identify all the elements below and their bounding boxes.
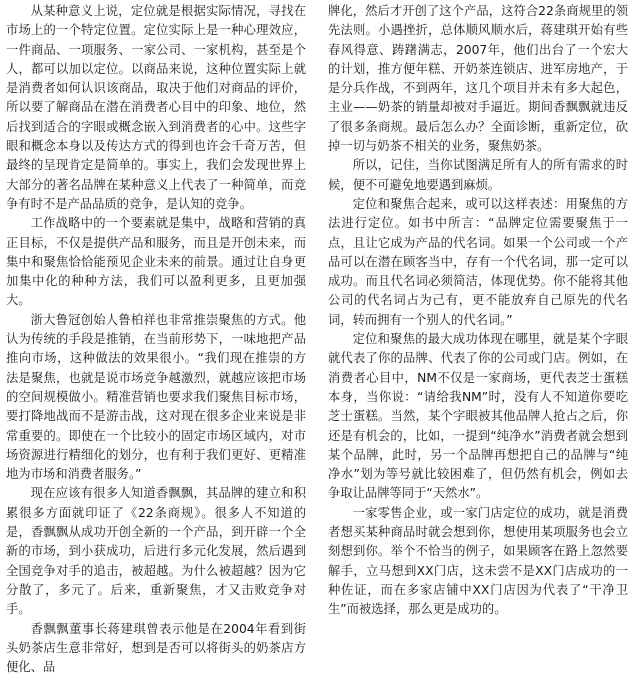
paragraph-retail-success: 一家零售企业，或一家门店定位的成功，就是消费者想买某种商品时就会想到你，想使用某项服务也会立刻想到你。举个不恰当的例子，如果顾客在路上忽然要解手，立马想到XX门店，这未尝不是XX门店成功的一种佐证，而在多家店铺中XX门店因为代表了“干净卫生”而被选择，那么更是成功的。	[328, 504, 628, 620]
paragraph-positioning-definition: 从某种意义上说，定位就是根据实际情况，寻找在市场上的一个特定位置。定位实际上是一种心理效应，一件商品、一项服务、一家公司、一家机构，甚至是个人，都可以加以定位。以商品来说，这种位置实际上就是消费者如何认识该商品，取决于他们对商品的评价，所以要了解商品在潜在消费者心目中的印象、地位，然后找到适合的字眼或概念嵌入到消费者的心中。这些字眼和概念本身以及传达方式的得到也许会千奇万苦，但最终的呈现肯定是简单的。事实上，我们会发现世界上大部分的著名品牌在某种意义上代表了一种简单，而竞争有时不是产品品质的竞争，是认知的竞争。	[6, 2, 306, 214]
paragraph-lu-baixiang-quote: 浙大鲁冠创始人鲁柏祥也非常推崇聚焦的方式。他认为传统的手段是推销，在当前形势下，一味地把产品推向市场，这种做法的效果很小。“我们现在推崇的方法是聚焦，也就是说市场竞争越激烈，就越应该把市场的空间规模做小。精准营销也要求我们聚焦目标市场，要打降地战而不是游击战，这对现在很多企业来说是非常重要的。即使在一个比较小的固定市场区域内，对市场资源进行精细化的划分，也有利于我们更好、更精准地为市场和消费者服务。”	[6, 311, 306, 485]
paragraph-xiangpiaopiao-case: 现在应该有很多人知道香飘飘，其品牌的建立和积累很多方面就印证了《22条商规》。很多人不知道的是，香飘飘从成功开创全新的一个产品，到开辟一个全新的市场，到小获成功，后进行多元化发展，然后遇到全国竞争对手的追击，被超越。为什么被超越？因为它分散了，多元了。后来，重新聚焦，才又击败竞争对手。	[6, 484, 306, 619]
paragraph-success-example: 定位和聚焦的最大成功体现在哪里，就是某个字眼就代表了你的品牌、代表了你的公司或门店。例如，在消费者心目中，NM不仅是一家商场，更代表芝士蛋糕本身，当你说：“请给我NM”时，没有人不知道你要吃芝士蛋糕。当然，某个字眼被其他品牌人抢占之后，你还是有机会的，比如，一提到“纯净水”消费者就会想到某个品牌，此时，另一个品牌再想把自己的品牌与“纯净水”划为等号就比较困难了，但仍然有机会，例如去争取让品牌等同于“天然水”。	[328, 330, 628, 504]
paragraph-focus-strategy: 工作战略中的一个要素就是集中，战略和营销的真正目标，不仅是提供产品和服务，而且是开创未来，而集中和聚焦恰恰能预见企业未来的前景。通过让自身更加集中化的种种方法，我们可以盈利更多，且更加强大。	[6, 214, 306, 310]
paragraph-jiang-jianqi-start: 香飘飘董事长蒋建琪曾表示他是在2004年看到街头奶茶店生意非常好，想到是否可以将街头的奶茶店方便化、品	[6, 620, 306, 677]
right-column	[328, 2, 628, 552]
paragraph-positioning-focus-combined: 定位和聚焦合起来，或可以这样表述：用聚焦的方法进行定位。如书中所言：“品牌定位需要聚焦于一点，且让它成为产品的代名词。如果一个公司或一个产品可以在潜在顾客当中，存有一个代名词，那一定可以成功。而且代名词必须简洁，体现优势。你不能将其他公司的代名词占为己有，更不能放弃自己原先的代名词，转而拥有一个别人的代名词。”	[328, 195, 628, 330]
left-column	[6, 2, 306, 552]
paragraph-remember-needs: 所以，记住，当你试图满足所有人的所有需求的时候，便不可避免地要遇到麻烦。	[328, 156, 628, 195]
paragraph-jiang-jianqi-continued: 牌化，然后才开创了这个产品，这符合22条商规里的领先法则。小遇挫折，总体顺风顺水后，蒋建琪开始有些春风得意、踌躇满志，2007年，他们出台了一个宏大的计划，推方便年糕、开奶茶连锁店、进军房地产，于是分兵作战，不到两年，这几个项目并未有多大起色，主业——奶茶的销量却被对手逼近。期间香飘飘就违反了很多条商规。最后怎么办？全面诊断，重新定位，砍掉一切与奶茶不相关的业务，聚焦奶茶。	[328, 2, 628, 156]
